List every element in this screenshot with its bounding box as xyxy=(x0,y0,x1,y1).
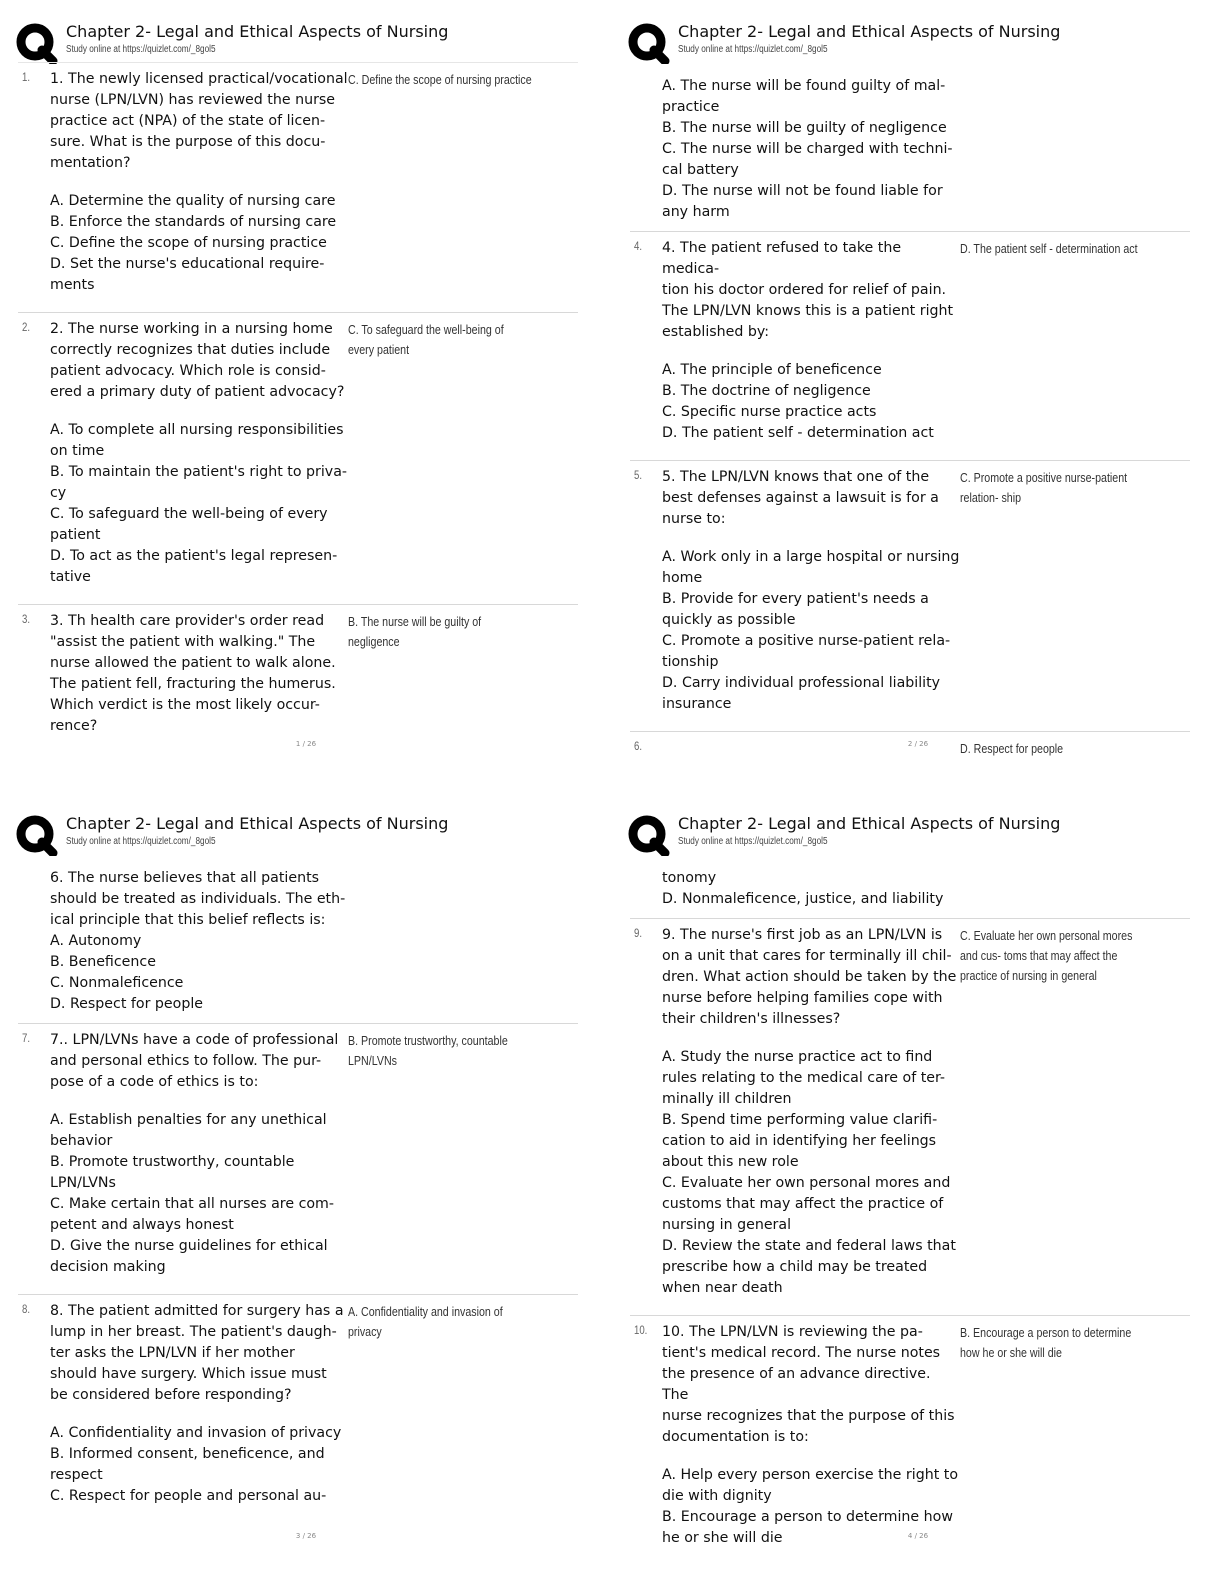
option-line: A. Establish penalties for any unethical xyxy=(50,1112,327,1128)
question-line: and personal ethics to follow. The pur- xyxy=(50,1053,322,1069)
question-line: 8. The patient admitted for surgery has a xyxy=(50,1303,344,1319)
answer-text: D. The patient self - determination act xyxy=(960,241,1138,256)
question-line: nurse allowed the patient to walk alone. xyxy=(50,655,336,671)
option-line: D. To act as the patient's legal represen- xyxy=(50,548,338,564)
question-line: established by: xyxy=(662,324,770,340)
question-line: the presence of an advance directive. The xyxy=(662,1366,931,1403)
page-number: 1 / 26 xyxy=(295,740,317,748)
page xyxy=(0,792,612,1584)
option-line: D. Carry individual professional liability xyxy=(662,675,941,691)
answer-text: C. Promote a positive nurse-patient relation- ship xyxy=(960,470,1128,505)
continued-line: A. The nurse will be found guilty of mal- xyxy=(662,78,946,94)
question-line: on a unit that cares for terminally ill chil- xyxy=(662,948,952,964)
page-body xyxy=(18,854,578,1515)
answer-text: D. Respect for people xyxy=(960,741,1064,756)
option-line: C. Define the scope of nursing practice xyxy=(50,235,327,251)
question-line: sure. What is the purpose of this docu- xyxy=(50,134,326,150)
page-number: 2 / 26 xyxy=(907,740,929,748)
quizlet-logo-icon xyxy=(628,22,670,64)
question-block xyxy=(50,1301,348,1507)
option-line: tionship xyxy=(662,654,719,670)
continued-line: 6. The nurse believes that all patients xyxy=(50,870,320,886)
option-line: on time xyxy=(50,443,105,459)
continued-text xyxy=(662,62,960,223)
continued-line: A. Autonomy xyxy=(50,933,142,949)
continued-line: practice xyxy=(662,99,720,115)
question-line: The patient fell, fracturing the humerus. xyxy=(50,676,336,692)
question-line: 5. The LPN/LVN knows that one of the xyxy=(662,469,930,485)
study-online-link[interactable]: Study online at https://quizlet.com/_8gol5 xyxy=(66,44,216,55)
page-title: Chapter 2- Legal and Ethical Aspects of Nursing xyxy=(66,814,449,833)
question-line: 2. The nurse working in a nursing home xyxy=(50,321,333,337)
option-line: C. Make certain that all nurses are com- xyxy=(50,1196,334,1212)
question-line: 3. Th health care provider's order read xyxy=(50,613,325,629)
flashcard-item xyxy=(18,62,578,304)
page-title: Chapter 2- Legal and Ethical Aspects of Nursing xyxy=(66,22,449,41)
option-line: when near death xyxy=(662,1280,783,1296)
question-line: best defenses against a lawsuit is for a xyxy=(662,490,939,506)
option-line: A. Study the nurse practice act to find xyxy=(662,1049,933,1065)
option-line: D. The patient self - determination act xyxy=(662,425,934,441)
option-line: tative xyxy=(50,569,91,585)
option-line: D. Set the nurse's educational require- xyxy=(50,256,325,272)
option-line: A. To complete all nursing responsibilities xyxy=(50,422,344,438)
question-line: mentation? xyxy=(50,155,131,171)
option-line: ments xyxy=(50,277,95,293)
study-online-link[interactable]: Study online at https://quizlet.com/_8gol5 xyxy=(678,836,828,847)
option-line: nursing in general xyxy=(662,1217,792,1233)
question-line: their children's illnesses? xyxy=(662,1011,841,1027)
option-line: D. Give the nurse guidelines for ethical xyxy=(50,1238,328,1254)
item-number: 6. xyxy=(634,739,643,753)
option-line: C. Respect for people and personal au- xyxy=(50,1488,327,1504)
question-line: The LPN/LVN knows this is a patient right xyxy=(662,303,954,319)
option-line: B. The doctrine of negligence xyxy=(662,383,871,399)
question-line: correctly recognizes that duties include xyxy=(50,342,331,358)
blank-line xyxy=(662,343,960,360)
option-line: petent and always honest xyxy=(50,1217,234,1233)
continued-line: tonomy xyxy=(662,870,717,886)
question-line: documentation is to: xyxy=(662,1429,809,1445)
flashcard-item xyxy=(18,604,578,745)
question-block xyxy=(50,319,348,588)
question-line: tient's medical record. The nurse notes xyxy=(662,1345,941,1361)
question-block xyxy=(662,467,960,715)
option-line: patient xyxy=(50,527,101,543)
option-line: B. Encourage a person to determine how xyxy=(662,1509,953,1525)
answer-text: C. To safeguard the well-being of every patient xyxy=(348,322,504,357)
question-line: lump in her breast. The patient's daugh- xyxy=(50,1324,337,1340)
question-line: pose of a code of ethics is to: xyxy=(50,1074,259,1090)
question-line: should have surgery. Which issue must xyxy=(50,1366,327,1382)
question-line: Which verdict is the most likely occur- xyxy=(50,697,320,713)
option-line: customs that may affect the practice of xyxy=(662,1196,944,1212)
blank-line xyxy=(662,530,960,547)
question-line: patient advocacy. Which role is consid- xyxy=(50,363,326,379)
flashcard-item xyxy=(18,312,578,596)
question-line: nurse to: xyxy=(662,511,726,527)
question-line: practice act (NPA) of the state of licen- xyxy=(50,113,326,129)
page-body xyxy=(630,62,1190,770)
question-block xyxy=(50,1030,348,1278)
question-line: dren. What action should be taken by the xyxy=(662,969,957,985)
flashcard-item xyxy=(18,1023,578,1286)
continued-line: cal battery xyxy=(662,162,739,178)
option-line: B. Informed consent, beneficence, and xyxy=(50,1446,325,1462)
question-line: nurse (LPN/LVN) has reviewed the nurse xyxy=(50,92,336,108)
option-line: behavior xyxy=(50,1133,113,1149)
option-line: D. Review the state and federal laws that xyxy=(662,1238,956,1254)
blank-line xyxy=(50,1406,348,1423)
option-line: A. Work only in a large hospital or nursing xyxy=(662,549,960,565)
option-line: quickly as possible xyxy=(662,612,796,628)
option-line: insurance xyxy=(662,696,732,712)
question-line: "assist the patient with walking." The xyxy=(50,634,316,650)
option-line: C. Specific nurse practice acts xyxy=(662,404,877,420)
continued-line: B. Beneficence xyxy=(50,954,156,970)
question-block xyxy=(50,611,348,737)
continued-line: D. Respect for people xyxy=(50,996,203,1012)
item-number: 10. xyxy=(634,1323,648,1337)
answer-text: C. Define the scope of nursing practice xyxy=(348,72,532,87)
question-line: tion his doctor ordered for relief of pain. xyxy=(662,282,947,298)
page xyxy=(0,0,612,792)
blank-line xyxy=(50,174,348,191)
option-line: C. Promote a positive nurse-patient rela- xyxy=(662,633,951,649)
blank-line xyxy=(50,403,348,420)
option-line: LPN/LVNs xyxy=(50,1175,116,1191)
page-body xyxy=(18,62,578,745)
continued-text xyxy=(662,854,960,910)
page-title: Chapter 2- Legal and Ethical Aspects of Nursing xyxy=(678,22,1061,41)
option-line: prescribe how a child may be treated xyxy=(662,1259,928,1275)
question-line: nurse recognizes that the purpose of this xyxy=(662,1408,955,1424)
question-line: ter asks the LPN/LVN if her mother xyxy=(50,1345,295,1361)
item-number: 2. xyxy=(22,320,31,334)
answer-text: B. The nurse will be guilty of negligence xyxy=(348,614,482,649)
continued-line: ical principle that this belief reflects is: xyxy=(50,912,326,928)
option-line: C. Evaluate her own personal mores and xyxy=(662,1175,951,1191)
page-body xyxy=(630,854,1190,1557)
continued-line: should be treated as individuals. The eth- xyxy=(50,891,346,907)
blank-line xyxy=(662,1448,960,1465)
flashcard-item xyxy=(630,460,1190,723)
answer-text: B. Promote trustworthy, countable LPN/LVNs xyxy=(348,1033,508,1068)
flashcard-item xyxy=(630,1315,1190,1557)
question-line: 4. The patient refused to take the medica- xyxy=(662,240,902,277)
question-line: 10. The LPN/LVN is reviewing the pa- xyxy=(662,1324,923,1340)
option-line: minally ill children xyxy=(662,1091,792,1107)
continued-text xyxy=(50,854,348,1015)
flashcard-item xyxy=(630,231,1190,452)
continued-line: D. Nonmaleficence, justice, and liability xyxy=(662,891,944,907)
question-block xyxy=(662,1322,960,1549)
page-number: 4 / 26 xyxy=(907,1532,929,1540)
item-number: 5. xyxy=(634,468,643,482)
flashcard-item xyxy=(630,918,1190,1307)
item-number: 1. xyxy=(22,70,31,84)
page xyxy=(612,792,1224,1584)
item-number: 9. xyxy=(634,926,643,940)
answer-text: B. Encourage a person to determine how he or she will die xyxy=(960,1325,1132,1360)
question-line: 7.. LPN/LVNs have a code of professional xyxy=(50,1032,339,1048)
flashcard-item xyxy=(18,1294,578,1515)
option-line: about this new role xyxy=(662,1154,799,1170)
option-line: B. Spend time performing value clarifi- xyxy=(662,1112,938,1128)
question-line: nurse before helping families cope with xyxy=(662,990,943,1006)
option-line: A. Help every person exercise the right to xyxy=(662,1467,959,1483)
option-line: A. The principle of beneficence xyxy=(662,362,882,378)
option-line: respect xyxy=(50,1467,103,1483)
continued-line: D. The nurse will not be found liable for xyxy=(662,183,943,199)
option-line: he or she will die xyxy=(662,1530,783,1546)
item-number: 3. xyxy=(22,612,31,626)
option-line: B. Enforce the standards of nursing care xyxy=(50,214,337,230)
option-line: A. Confidentiality and invasion of privacy xyxy=(50,1425,342,1441)
page xyxy=(612,0,1224,792)
option-line: home xyxy=(662,570,703,586)
study-online-link[interactable]: Study online at https://quizlet.com/_8gol5 xyxy=(678,44,828,55)
blank-line xyxy=(50,1093,348,1110)
page-number: 3 / 26 xyxy=(295,1532,317,1540)
question-block xyxy=(662,238,960,444)
item-number: 7. xyxy=(22,1031,31,1045)
page-title: Chapter 2- Legal and Ethical Aspects of Nursing xyxy=(678,814,1061,833)
quizlet-logo-icon xyxy=(16,814,58,856)
question-line: be considered before responding? xyxy=(50,1387,292,1403)
blank-line xyxy=(662,1030,960,1047)
continued-line: C. The nurse will be charged with techni- xyxy=(662,141,953,157)
item-number: 4. xyxy=(634,239,643,253)
option-line: B. To maintain the patient's right to priva- xyxy=(50,464,348,480)
continued-line: any harm xyxy=(662,204,730,220)
option-line: die with dignity xyxy=(662,1488,772,1504)
item-number: 8. xyxy=(22,1302,31,1316)
quizlet-logo-icon xyxy=(628,814,670,856)
continued-line: C. Nonmaleficence xyxy=(50,975,184,991)
question-line: 1. The newly licensed practical/vocational xyxy=(50,71,348,87)
question-block xyxy=(662,925,960,1299)
option-line: B. Promote trustworthy, countable xyxy=(50,1154,295,1170)
option-line: rules relating to the medical care of ter- xyxy=(662,1070,946,1086)
question-block xyxy=(50,69,348,296)
option-line: B. Provide for every patient's needs a xyxy=(662,591,929,607)
flashcard-item xyxy=(630,731,1190,770)
option-line: C. To safeguard the well-being of every xyxy=(50,506,328,522)
question-line: 9. The nurse's first job as an LPN/LVN is xyxy=(662,927,943,943)
answer-text: C. Evaluate her own personal mores and cus- toms that may affect the practice of nursing in general xyxy=(960,928,1133,983)
option-line: cy xyxy=(50,485,67,501)
option-line: decision making xyxy=(50,1259,166,1275)
option-line: A. Determine the quality of nursing care xyxy=(50,193,336,209)
question-line: rence? xyxy=(50,718,98,734)
study-online-link[interactable]: Study online at https://quizlet.com/_8gol5 xyxy=(66,836,216,847)
option-line: cation to aid in identifying her feelings xyxy=(662,1133,937,1149)
answer-text: A. Confidentiality and invasion of privacy xyxy=(348,1304,503,1339)
quizlet-logo-icon xyxy=(16,22,58,64)
question-line: ered a primary duty of patient advocacy? xyxy=(50,384,345,400)
continued-line: B. The nurse will be guilty of negligence xyxy=(662,120,947,136)
